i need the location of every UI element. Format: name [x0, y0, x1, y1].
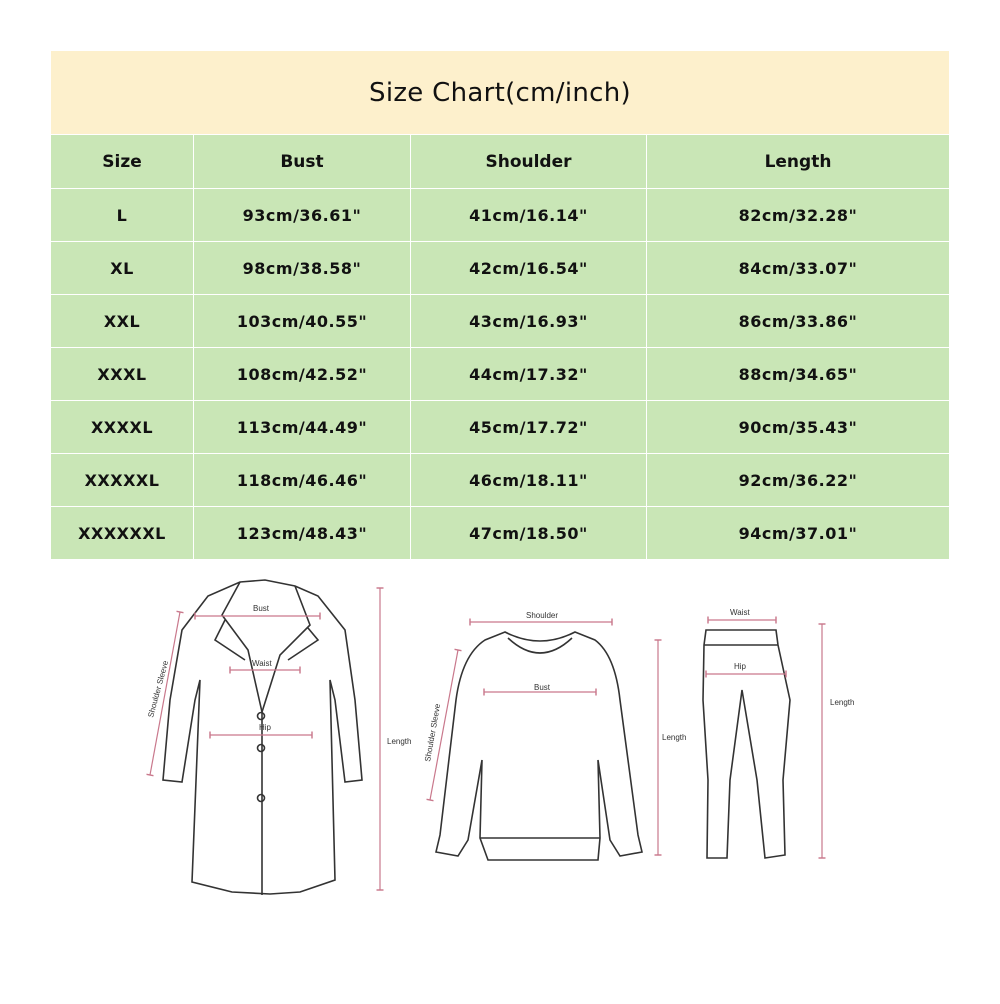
cell-size: XXXL	[51, 348, 194, 401]
pants-length-label: Length	[830, 698, 855, 707]
table-row	[51, 454, 950, 507]
cell-bust: 103cm/40.55"	[194, 295, 411, 348]
cell-bust: 108cm/42.52"	[194, 348, 411, 401]
cell-size: XXXXXL	[51, 454, 194, 507]
cell-shoulder: 42cm/16.54"	[411, 242, 647, 295]
cell-length: 88cm/34.65"	[647, 348, 950, 401]
garment-diagrams	[0, 570, 1000, 1000]
cell-bust: 98cm/38.58"	[194, 242, 411, 295]
coat-diagram	[163, 580, 362, 895]
cell-length: 90cm/35.43"	[647, 401, 950, 454]
sweater-measure-lines	[430, 622, 658, 855]
cell-shoulder: 45cm/17.72"	[411, 401, 647, 454]
pants-diagram	[703, 630, 790, 858]
pants-waist-label: Waist	[730, 608, 750, 617]
cell-length: 92cm/36.22"	[647, 454, 950, 507]
table-row	[51, 242, 950, 295]
cell-shoulder: 41cm/16.14"	[411, 189, 647, 242]
cell-shoulder: 46cm/18.11"	[411, 454, 647, 507]
sweater-length-label: Length	[662, 733, 687, 742]
cell-bust: 93cm/36.61"	[194, 189, 411, 242]
cell-shoulder: 44cm/17.32"	[411, 348, 647, 401]
cell-size: XL	[51, 242, 194, 295]
cell-size: L	[51, 189, 194, 242]
table-row	[51, 295, 950, 348]
coat-sleeve-label: Shoulder Sleeve	[146, 659, 171, 719]
cell-size: XXL	[51, 295, 194, 348]
coat-hip-label: Hip	[259, 723, 272, 732]
pants-hip-label: Hip	[734, 662, 747, 671]
sweater-shoulder-label: Shoulder	[526, 611, 559, 620]
coat-length-label: Length	[387, 737, 412, 746]
coat-bust-label: Bust	[253, 604, 270, 613]
cell-bust: 113cm/44.49"	[194, 401, 411, 454]
cell-size: XXXXL	[51, 401, 194, 454]
sweater-bust-label: Bust	[534, 683, 551, 692]
coat-waist-label: Waist	[252, 659, 272, 668]
cell-length: 84cm/33.07"	[647, 242, 950, 295]
cell-shoulder: 47cm/18.50"	[411, 507, 647, 560]
sweater-sleeve-label: Shoulder Sleeve	[423, 702, 443, 763]
cell-length: 94cm/37.01"	[647, 507, 950, 560]
table-row	[51, 507, 950, 560]
table-row	[51, 348, 950, 401]
cell-shoulder: 43cm/16.93"	[411, 295, 647, 348]
header-length: Length	[647, 135, 950, 189]
cell-bust: 118cm/46.46"	[194, 454, 411, 507]
header-bust: Bust	[194, 135, 411, 189]
size-chart-title: Size Chart(cm/inch)	[51, 51, 950, 135]
cell-bust: 123cm/48.43"	[194, 507, 411, 560]
cell-size: XXXXXXL	[51, 507, 194, 560]
header-row	[51, 135, 950, 189]
sweater-diagram	[436, 632, 642, 860]
cell-length: 82cm/32.28"	[647, 189, 950, 242]
header-size: Size	[51, 135, 194, 189]
cell-length: 86cm/33.86"	[647, 295, 950, 348]
header-shoulder: Shoulder	[411, 135, 647, 189]
pants-measure-lines	[706, 620, 822, 858]
table-row	[51, 189, 950, 242]
table-row	[51, 401, 950, 454]
size-chart-table	[50, 50, 950, 560]
